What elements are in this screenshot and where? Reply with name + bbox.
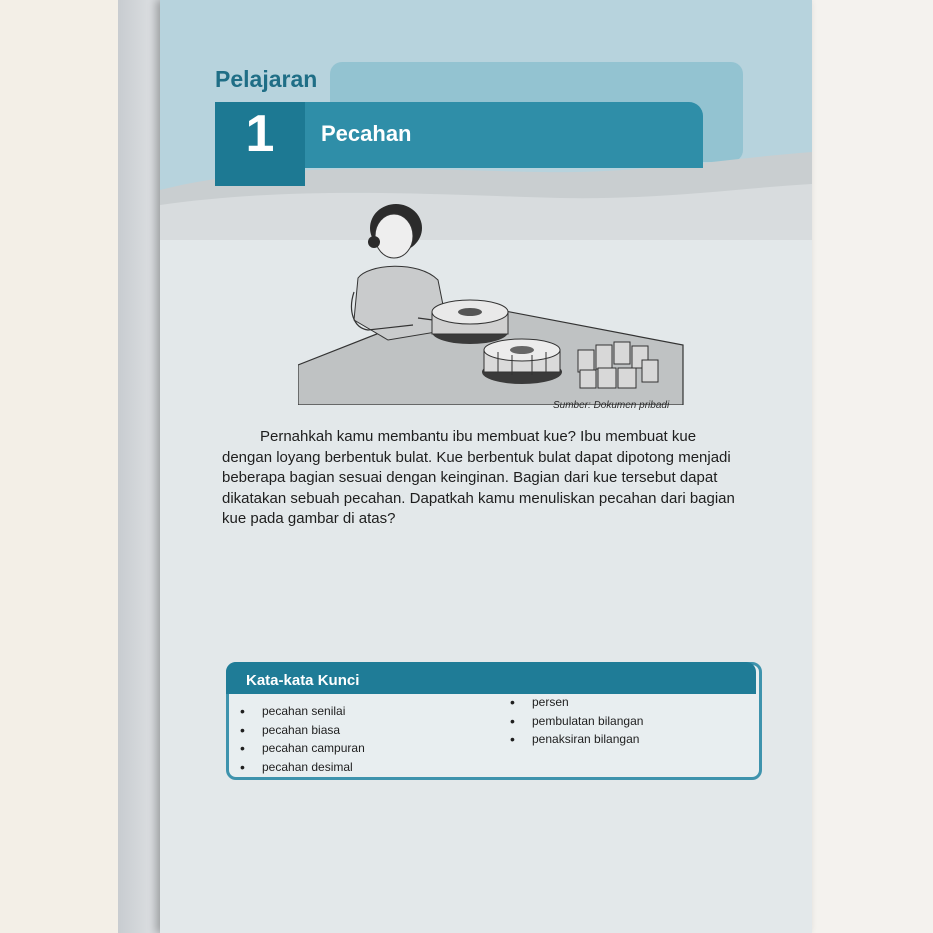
keyword-item: • pembulatan bilangan	[506, 712, 643, 731]
keyword-item: • penaksiran bilangan	[506, 730, 643, 749]
lesson-number: 1	[245, 105, 275, 163]
figure-source: Sumber: Dokumen pribadi	[553, 400, 670, 411]
left-page-margin	[0, 0, 118, 933]
right-margin	[812, 0, 933, 933]
keywords-list-right	[506, 693, 643, 749]
lesson-label: Pelajaran	[215, 66, 318, 92]
keywords-list-left	[236, 702, 365, 776]
cake-illustration	[298, 200, 698, 405]
intro-paragraph: Pernahkah kamu membantu ibu membuat kue? Ibu membuat kue dengan loyang berbentuk bulat. Kue berbentuk bulat dapat dipotong menjadi beberapa bagian sesuai dengan keinginan. Bagian dari kue tersebut dapat dikatakan sebuah pecahan. Dapatkah kamu menuliskan pecahan dari bagian kue pada gambar di atas?	[222, 428, 735, 527]
textbook-page	[160, 0, 812, 933]
keyword-item: • pecahan biasa	[236, 721, 365, 740]
keyword-item: • persen	[506, 693, 643, 712]
chapter-title: Pecahan	[321, 121, 412, 146]
keyword-item: • pecahan senilai	[236, 702, 365, 721]
keyword-item: • pecahan desimal	[236, 758, 365, 777]
keywords-title: Kata-kata Kunci	[246, 672, 360, 689]
keyword-item: • pecahan campuran	[236, 739, 365, 758]
